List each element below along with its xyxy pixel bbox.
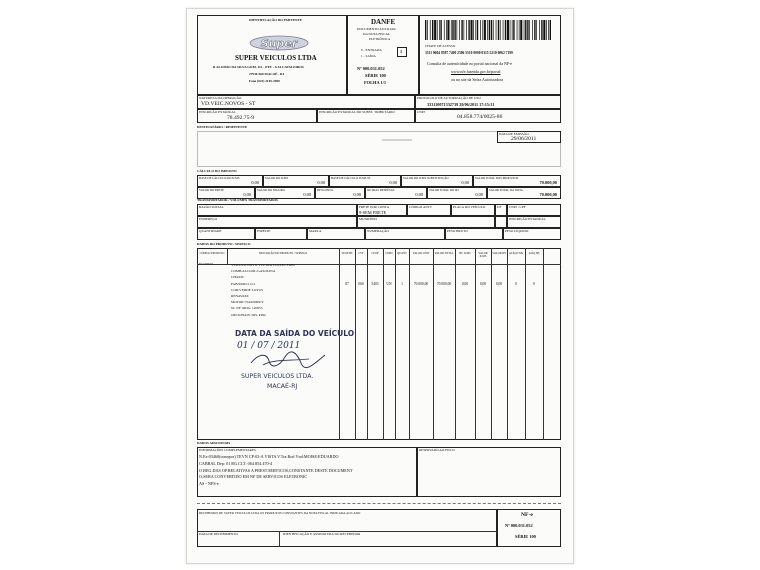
ie-value: 78.492.75-9	[227, 115, 255, 121]
barcode-bar	[510, 20, 511, 40]
tax-row1-value: 0,00	[389, 180, 397, 185]
consult-line3: ou no site da Sefaz Autorizadora	[451, 77, 504, 82]
company-name: SUPER VEICULOS LTDA	[235, 54, 317, 62]
danfe-sub1: DOCUMENTO AUXILIAR	[357, 27, 396, 31]
receipt-note: RECEBEMOS DE SUPER VEICULOS LTDA OS PRODUTOS CONSTANTES DA NOTA FISCAL INDICADA AO LADO	[199, 511, 361, 515]
tax-row1-label: BASE DE CÁLCULO ICMS ST	[331, 175, 371, 180]
barcode-bar	[529, 20, 530, 40]
product-cell: 87	[345, 282, 349, 286]
qty-label: QUANTIDADE	[199, 229, 222, 233]
tax-row2-value: 0,00	[415, 192, 423, 197]
tax-row2-value: 0,00	[303, 192, 311, 197]
additional-info-line: O REG.DAS OP.RELATIVAS A PREST.SERVICOS,CONSTANTE DESTE DOCUMENT	[199, 467, 353, 473]
recipient-section-label: DESTINATÁRIO / REMETENTE	[197, 125, 248, 129]
column-header: ALÍQ IPI	[528, 252, 540, 255]
column-header: BC ICMS	[459, 252, 471, 255]
plate-label: PLACA DO VEÍCULO	[453, 205, 486, 209]
barcode-bar	[487, 20, 488, 40]
danfe-document	[186, 8, 574, 564]
transport-city-label: MUNICÍPIO	[359, 217, 377, 221]
barcode-bar	[491, 20, 492, 40]
barcode-bar	[543, 20, 545, 40]
access-key-label: CHAVE DE ACESSO	[425, 44, 456, 48]
product-cell: 0,00	[495, 282, 503, 286]
tax-row1-label: VALOR DO ICMS SUBSTITUIÇÃO	[403, 175, 449, 180]
column-divider	[507, 248, 508, 440]
protocol-value: 333110071332739 29/06/2011 17:15:31	[427, 102, 495, 107]
nf-series: SÉRIE 100	[365, 73, 386, 78]
barcode-bar	[452, 20, 453, 40]
transport-uf2-box	[495, 216, 507, 228]
barcode-bar	[512, 20, 513, 40]
tax-section-label: CÁLCULO DO IMPOSTO	[197, 169, 237, 173]
additional-section-label: DADOS ADICIONAIS	[197, 441, 231, 445]
consult-line1: Consulta de autenticidade no portal nacional da NF-e	[427, 61, 513, 66]
tax-row2-label: VALOR DO FRETE	[199, 187, 224, 192]
company-city: 27930-560 MACAÉ - RJ	[249, 72, 285, 76]
receipt-nfe-number: Nº 000.031.052	[505, 523, 533, 528]
product-cell: UN	[386, 282, 392, 286]
tax-row1-value: 0,00	[251, 180, 259, 185]
carrier-label: RAZÃO SOCIAL	[199, 205, 224, 209]
emission-date-value: 29/06/2011	[511, 136, 537, 142]
barcode-bar	[461, 20, 462, 40]
barcode-bar	[440, 20, 441, 40]
column-divider	[355, 248, 356, 440]
barcode-bar	[541, 20, 542, 40]
cnpj-label: CNPJ	[417, 110, 425, 114]
barcode-bar	[484, 20, 486, 40]
column-divider	[367, 248, 368, 440]
tax-row2-label: OUTRAS DESPESAS	[367, 187, 395, 192]
barcode-bar	[446, 20, 447, 40]
tax-row2-value: 0,00	[475, 192, 483, 197]
antt-label: CÓDIGO ANTT	[409, 205, 432, 209]
barcode-bar	[534, 20, 535, 40]
column-header: QUANT	[397, 252, 407, 255]
column-header: ALÍQ ICMS	[508, 252, 524, 255]
product-cell: 70.000,00	[436, 282, 452, 286]
barcode-bar	[524, 20, 525, 40]
barcode-bar	[525, 20, 526, 40]
tax-row2-label: DESCONTO	[317, 187, 333, 192]
tax-row1-value: 0,00	[461, 180, 469, 185]
column-divider	[543, 248, 544, 440]
company-address: R ALOISIO DA SILVA GOM, 112 - PTE - GJA CAVALEIROS	[213, 65, 304, 69]
barcode-bar	[480, 20, 481, 40]
column-divider	[475, 248, 476, 440]
column-divider	[383, 248, 384, 440]
barcode-bar	[517, 20, 518, 40]
tax-row2-value: 0,00	[243, 192, 251, 197]
barcode-bar	[527, 20, 528, 40]
transport-ie-label: INSCRIÇÃO ESTADUAL	[509, 217, 546, 221]
transport-cnpj-label: CNPJ / CPF	[509, 205, 526, 209]
protocol-label: PROTOCOLO DE AUTORIZAÇÃO DE USO	[417, 96, 481, 100]
column-divider	[395, 248, 396, 440]
additional-info-label: INFORMAÇÕES COMPLEMENTARES	[199, 448, 256, 452]
entry-label: 0 - ENTRADA	[361, 48, 382, 52]
barcode-bar	[447, 20, 449, 40]
barcode-bar	[489, 20, 490, 40]
barcode-bar	[503, 20, 504, 40]
barcode-bar	[457, 20, 458, 40]
product-description-line: FAB/MOD:11/11	[231, 281, 256, 286]
column-divider	[491, 248, 492, 440]
emission-date-label: DATA DE EMISSÃO	[499, 132, 529, 136]
column-divider	[433, 248, 434, 440]
product-cell: 0,00	[479, 282, 487, 286]
nf-number: Nº 000.031.052	[357, 66, 385, 71]
barcode-bar	[427, 20, 428, 40]
ie-st-label: INSCRIÇÃO ESTADUAL DO SUBST. TRIBUTÁRIO	[319, 110, 395, 114]
receipt-nfe-series: SÉRIE 100	[515, 534, 536, 539]
product-cell: 0	[515, 282, 517, 286]
barcode	[425, 20, 555, 40]
receipt-nfe-label: NF-e	[521, 512, 533, 518]
product-cell: 70.000,00	[413, 282, 429, 286]
additional-info-line: O,SERA CONVERTIDO EM NF DE SERVICOS ELETRONIC	[199, 474, 308, 480]
transport-section-label: TRANSPORTADOR / VOLUMES TRANSPORTADOS	[197, 198, 278, 202]
barcode-bar	[430, 20, 431, 40]
barcode-bar	[498, 20, 499, 40]
numbering-label: NUMERAÇÃO	[367, 229, 389, 233]
products-section-label: DADOS DO PRODUTO / SERVIÇO	[197, 242, 251, 246]
net-label: PESO LÍQUIDO	[505, 229, 529, 233]
logo-text: Super	[260, 37, 298, 50]
product-description-line: RENAVAM:	[231, 294, 249, 298]
product-cell: 0,00	[461, 282, 469, 286]
column-header: NCM/SH	[341, 252, 353, 255]
column-header: CÓDIGO PRODUTO	[199, 252, 225, 255]
company-logo	[249, 35, 309, 51]
tax-row2-value: 0,00	[353, 192, 361, 197]
barcode-bar	[464, 20, 465, 40]
consult-url[interactable]: www.nfe.fazenda.gov.br/portal	[451, 69, 501, 74]
tax-row1-value: 70.000,00	[539, 180, 557, 185]
product-description-line: OPCIONAIS: DIS, PDK	[231, 312, 266, 317]
barcode-bar	[507, 20, 509, 40]
danfe-sub3: ELETRÔNICA	[369, 37, 391, 41]
column-divider	[227, 248, 228, 264]
tax-row2-label: VALOR TOTAL DA NOTA	[489, 187, 523, 192]
barcode-bar	[444, 20, 445, 40]
barcode-bar	[513, 20, 514, 40]
receipt-sign-label: IDENTIFICAÇÃO E ASSINATURA DO RECEBEDOR	[283, 532, 361, 536]
barcode-bar	[432, 20, 433, 40]
barcode-bar	[493, 20, 494, 40]
product-description-line: COR:VERDE LOTUS	[231, 287, 263, 292]
column-header: CFOP	[371, 252, 379, 255]
barcode-bar	[500, 20, 501, 40]
barcode-bar	[482, 20, 483, 40]
barcode-bar	[550, 20, 551, 40]
barcode-bar	[468, 20, 469, 40]
product-cell: 060	[358, 282, 364, 286]
product-code: ECOPS40	[199, 262, 213, 266]
transport-city-box	[357, 216, 495, 228]
barcode-bar	[477, 20, 478, 40]
danfe-sub2: DA NOTA FISCAL	[363, 32, 391, 36]
product-cell: 0	[533, 282, 535, 286]
stamp-company: SUPER VEICULOS LTDA.	[241, 373, 314, 380]
barcode-bar	[520, 20, 522, 40]
column-divider	[455, 248, 456, 440]
tax-row2-label: VALOR TOTAL DO IPI	[429, 187, 459, 192]
barcode-bar	[475, 20, 476, 40]
barcode-bar	[536, 20, 537, 40]
nature-value: VD.VEIC.NOVOS - ST	[201, 101, 256, 107]
product-description-line: MOTOR: NAK006972	[231, 300, 264, 305]
nature-label: NATUREZA DA OPERAÇÃO	[199, 96, 242, 100]
barcode-bar	[451, 20, 452, 40]
transport-address-label: ENDEREÇO	[199, 217, 218, 221]
product-description-line: VEICULO NOVO VECTRA COLLECTION	[231, 263, 295, 267]
barcode-bar	[496, 20, 497, 40]
entry-exit-value: 1	[400, 49, 403, 54]
product-description-line: COMB.ALCOOL/GASOLINA	[231, 269, 276, 274]
barcode-bar	[505, 20, 506, 40]
column-header: VALOR TOTAL	[434, 252, 454, 255]
barcode-bar	[425, 20, 426, 40]
footer-line	[197, 503, 561, 504]
column-header: DESCRIÇÃO DO PRODUTO / SERVIÇO	[258, 252, 308, 255]
column-header: UNID	[385, 252, 393, 255]
gross-label: PESO BRUTO	[447, 229, 468, 233]
receipt-vdivider	[279, 531, 280, 547]
ie-label: INSCRIÇÃO ESTADUAL	[199, 110, 236, 114]
barcode-bar	[466, 20, 467, 40]
additional-info-line: CABRAL Dep: 01 RG.CLT: 064.854.470-4	[199, 460, 273, 466]
stamp-signature	[249, 351, 329, 369]
product-cell: 5403	[371, 282, 379, 286]
tax-row2-value: 70.000,00	[539, 192, 557, 197]
tax-row1-label: BASE DE CÁLCULO DO ICMS	[199, 175, 240, 180]
barcode-bar	[454, 20, 455, 40]
column-header: VALOR ICMS	[478, 252, 488, 259]
column-divider	[409, 248, 410, 440]
column-header: VALOR IPI	[492, 252, 506, 255]
receipt-date-label: DATA DE RECEBIMENTO	[199, 532, 238, 536]
transport-address-box	[197, 216, 357, 228]
stamp-city: MACAÉ-RJ	[267, 383, 298, 390]
species-label: ESPÉCIE	[257, 229, 271, 233]
stamp-title: DATA DA SAÍDA DO VEÍCULO	[235, 329, 355, 338]
emitter-title: IDENTIFICAÇÃO DO EMITENTE	[249, 18, 302, 22]
additional-info-line: N.Ee:03460(trasnpor) TEVN CP:02-A VISTA V.Tra:Rod Vnd:MOISE:EDUARDO	[199, 454, 339, 459]
fisco-label: RESERVADO AO FISCO	[419, 448, 455, 452]
column-divider	[339, 248, 340, 440]
tax-row1-value: 0,00	[317, 180, 325, 185]
exit-label: 1 - SAÍDA	[361, 54, 376, 58]
barcode-bar	[473, 20, 474, 40]
nf-page: FOLHA 1/1	[364, 80, 387, 85]
tax-row1-label: VALOR TOTAL DOS PRODUTOS	[475, 175, 519, 180]
danfe-title: DANFE	[371, 18, 396, 26]
barcode-bar	[459, 20, 460, 40]
uf-label: UF	[497, 205, 502, 209]
exit-date-stamp	[227, 325, 357, 401]
barcode-bar	[439, 20, 440, 40]
recipient-redacted	[382, 139, 412, 141]
freight-label: FRETE POR CONTA	[359, 205, 390, 209]
barcode-bar	[471, 20, 473, 40]
stamp-date: 01 / 07 / 2011	[237, 341, 301, 351]
fisco-box	[417, 447, 561, 497]
barcode-bar	[539, 20, 540, 40]
column-divider	[525, 248, 526, 440]
product-description-line: CHASSI:	[231, 275, 245, 280]
column-header: VALOR UNIT	[412, 252, 430, 255]
barcode-bar	[437, 20, 438, 40]
additional-info-line: AS - NFS-e	[199, 481, 219, 487]
product-cell: 1	[401, 282, 403, 286]
barcode-bar	[548, 20, 549, 40]
brand-label: MARCA	[309, 229, 322, 233]
barcode-bar	[519, 20, 520, 40]
access-key-value: 3311 0604 8587 7400 2586 5510 0000 0315 5210 0062 7199	[425, 51, 513, 55]
company-phone: Fone (022) 2105-2900	[249, 79, 280, 83]
column-header: CST	[358, 252, 364, 255]
freight-value: 9-SEM FRETE	[359, 210, 387, 215]
product-description-line: Nr. NF ORIG: 120855	[231, 306, 263, 311]
barcode-bar	[434, 20, 436, 40]
cnpj-value: 04.858.774/0025-86	[457, 114, 503, 120]
tax-row2-label: VALOR DO SEGURO	[257, 187, 285, 192]
barcode-bar	[532, 20, 533, 40]
tax-row1-label: VALOR DO ICMS	[265, 175, 289, 180]
barcode-bar	[546, 20, 547, 40]
